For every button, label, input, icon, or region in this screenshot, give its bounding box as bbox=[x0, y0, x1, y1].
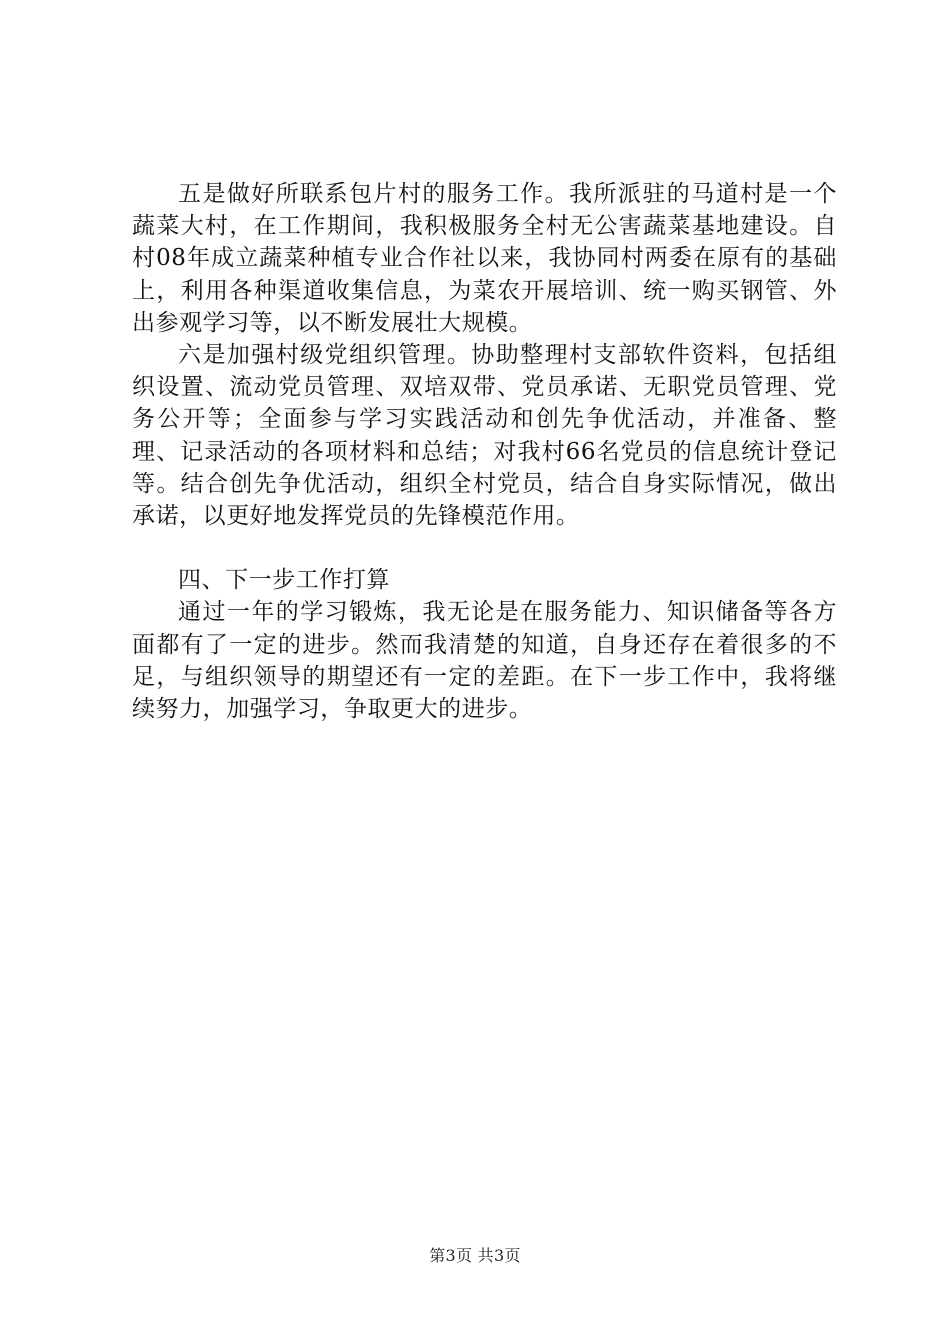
page-footer: 第3页 共3页 bbox=[429, 1246, 521, 1265]
section-heading-next-steps: 四、下一步工作打算 bbox=[178, 567, 390, 594]
paragraph-party-management: 六是加强村级党组织管理。协助整理村支部软件资料，包括组织设置、流动党员管理、双培双带、党员承诺、无职党员管理、党务公开等；全面参与学习实践活动和创先争优活动，并准备、整理、记录活动的各项材料和总结；对我村66名党员的信息统计登记等。结合创先争优活动，组织全村党员，结合自身实际情况，做出承诺，以更好地发挥党员的先锋模范作用。 bbox=[132, 342, 837, 530]
paragraph-service-work: 五是做好所联系包片村的服务工作。我所派驻的马道村是一个蔬菜大村，在工作期间，我积极服务全村无公害蔬菜基地建设。自村08年成立蔬菜种植专业合作社以来，我协同村两委在原有的基础上，利用各种渠道收集信息，为菜农开展培训、统一购买钢管、外出参观学习等，以不断发展壮大规模。 bbox=[132, 181, 837, 336]
paragraph-closing: 通过一年的学习锻炼，我无论是在服务能力、知识储备等各方面都有了一定的进步。然而我清楚的知道，自身还存在着很多的不足，与组织领导的期望还有一定的差距。在下一步工作中，我将继续努力，加强学习，争取更大的进步。 bbox=[132, 599, 837, 723]
document-body bbox=[132, 178, 837, 725]
